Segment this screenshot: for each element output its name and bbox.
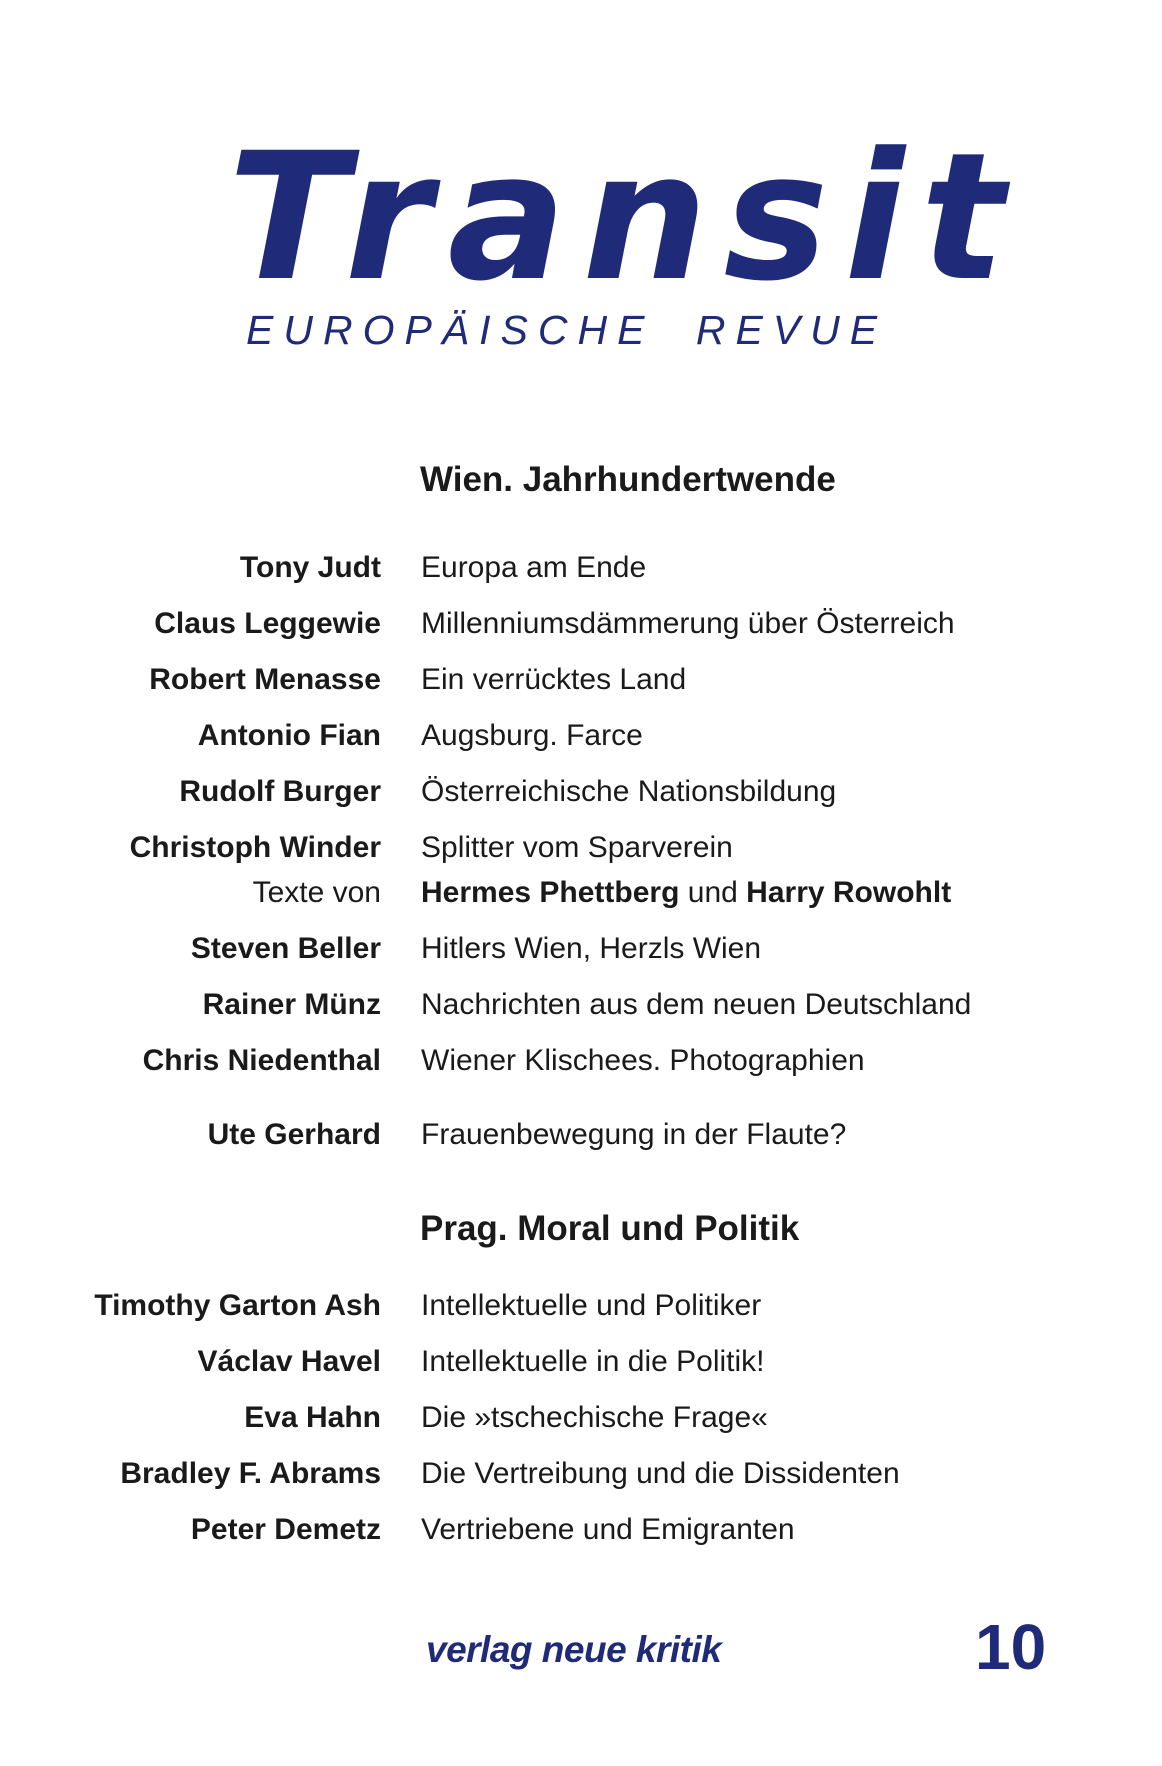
toc-author: Bradley F. Abrams [120,1457,381,1490]
toc-title: Nachrichten aus dem neuen Deutschland [421,988,972,1021]
journal-logo: Transit [228,115,1021,320]
toc-entry [0,1041,1162,1081]
toc-author: Peter Demetz [190,1513,381,1546]
toc-entry [0,716,1162,756]
toc-title: Splitter vom Sparverein [421,831,733,864]
toc-author: Texte von [252,876,381,909]
toc-author: Rainer Münz [202,988,381,1021]
toc-entry [0,1454,1162,1494]
toc-entry [0,604,1162,644]
toc-title: Augsburg. Farce [421,719,643,752]
toc-entry [0,828,1162,868]
toc-title: Die »tschechische Frage« [421,1401,768,1434]
toc-title-conjunction: und [687,876,738,909]
toc-title [421,873,951,913]
toc-entry [0,985,1162,1025]
toc-author: Eva Hahn [244,1401,381,1434]
toc-title: Vertriebene und Emigranten [421,1513,795,1546]
toc-entry [0,660,1162,700]
toc-entry [0,1115,1162,1155]
toc-author: Robert Menasse [149,663,381,696]
toc-title: Intellektuelle und Politiker [421,1289,762,1322]
toc-entry [0,1342,1162,1382]
toc-author: Steven Beller [190,932,381,965]
toc-title: Die Vertreibung und die Dissidenten [421,1457,900,1490]
section-heading-wien: Wien. Jahrhundertwende [420,460,836,499]
toc-author: Rudolf Burger [179,775,381,808]
toc-entry [0,1510,1162,1550]
journal-tagline: EUROPÄISCHE REVUE [246,307,888,353]
toc-entry [0,1398,1162,1438]
toc-title-name: Harry Rowohlt [746,876,952,909]
toc-author: Václav Havel [197,1345,381,1378]
toc-entry [0,548,1162,588]
toc-entry [0,772,1162,812]
toc-entry [0,873,1162,913]
toc-author: Timothy Garton Ash [94,1289,381,1322]
toc-title: Hitlers Wien, Herzls Wien [421,932,762,965]
toc-title: Intellektuelle in die Politik! [421,1345,765,1378]
toc-title: Österreichische Nationsbildung [421,775,837,808]
toc-author: Claus Leggewie [154,607,381,640]
toc-author: Ute Gerhard [207,1118,381,1151]
toc-author: Antonio Fian [197,719,381,752]
toc-author: Chris Niedenthal [142,1044,381,1077]
masthead [0,0,1162,400]
toc-title: Frauenbewegung in der Flaute? [421,1118,847,1151]
toc-title-name: Hermes Phettberg [421,876,680,909]
toc-author: Tony Judt [239,551,381,584]
toc-author: Christoph Winder [129,831,381,864]
toc-title: Millenniumsdämmerung über Österreich [421,607,955,640]
section-heading-prag: Prag. Moral und Politik [420,1209,800,1248]
issue-number: 10 [975,1611,1047,1683]
toc-title: Europa am Ende [421,551,647,584]
publisher-name: verlag neue kritik [426,1629,722,1670]
toc-entry [0,1286,1162,1326]
toc-title: Ein verrücktes Land [421,663,687,696]
toc-entry [0,929,1162,969]
toc-title: Wiener Klischees. Photographien [421,1044,865,1077]
